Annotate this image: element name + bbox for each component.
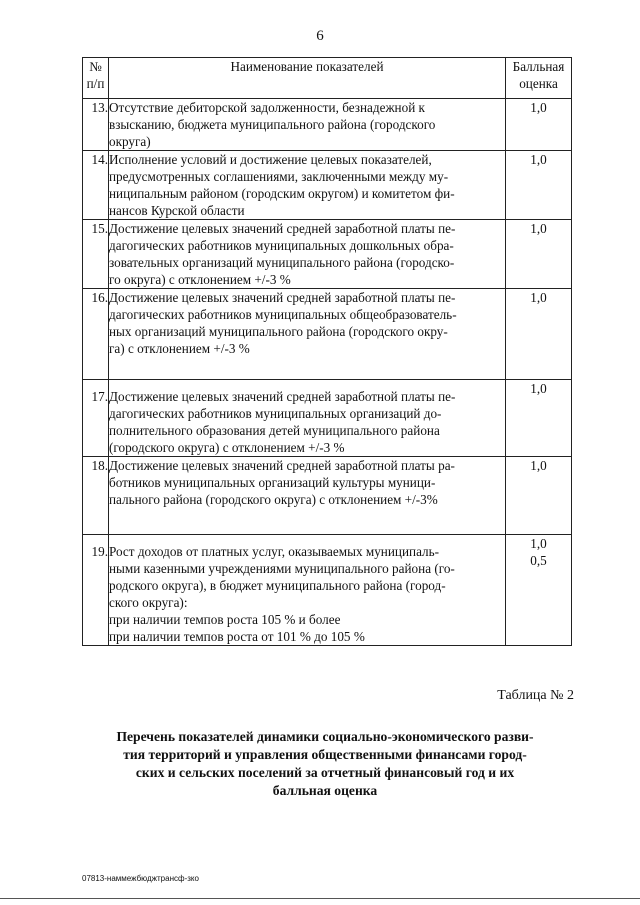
- row-text-line: ниципальным районом (городским округом) и комитетом фи-: [109, 186, 455, 201]
- row-name: [109, 99, 506, 151]
- table-row: [83, 220, 572, 289]
- row-text-line: дагогических работников муниципальных организаций до-: [109, 406, 442, 421]
- row-text-line: га) с отклонением +/-3 %: [109, 341, 250, 356]
- header-score-line2: оценка: [519, 76, 558, 91]
- bottom-rule: [0, 898, 640, 899]
- row-text-line: Достижение целевых значений средней заработной платы пе-: [109, 389, 456, 404]
- row-name: [109, 457, 506, 535]
- row-text-line: Исполнение условий и достижение целевых показателей,: [109, 152, 432, 167]
- row-text-line: взысканию, бюджета муниципального района (городского: [109, 117, 436, 132]
- row-text-line: нансов Курской области: [109, 203, 245, 218]
- row-text-line: при наличии темпов роста 105 % и более: [109, 612, 341, 627]
- header-number-line1: №: [89, 59, 102, 74]
- row-text-line: го округа) с отклонением +/-3 %: [109, 272, 291, 287]
- row-text-line: Достижение целевых значений средней заработной платы пе-: [109, 290, 456, 305]
- section-heading: [100, 728, 550, 800]
- row-text-line: округа): [109, 134, 151, 149]
- row-number: 16.: [83, 289, 109, 380]
- row-text-line: ных организаций муниципального района (городского окру-: [109, 324, 448, 339]
- row-text-line: дагогических работников муниципальных дошкольных обра-: [109, 238, 454, 253]
- table-row: [83, 99, 572, 151]
- row-text-line: ными казенными учреждениями муниципального района (го-: [109, 561, 455, 576]
- row-name: [109, 535, 506, 646]
- table-row: [83, 457, 572, 535]
- row-score: 1,0: [506, 220, 572, 289]
- row-number: 19.: [83, 535, 109, 646]
- row-text-line: Достижение целевых значений средней заработной платы пе-: [109, 221, 456, 236]
- header-score-line1: Балльная: [512, 59, 565, 74]
- row-number: 14.: [83, 151, 109, 220]
- row-score: 1,0: [506, 289, 572, 380]
- row-text-line: при наличии темпов роста от 101 % до 105 %: [109, 629, 365, 644]
- row-text-line: (городского округа) с отклонением +/-3 %: [109, 440, 345, 455]
- row-name: [109, 289, 506, 380]
- table-label: Таблица № 2: [497, 688, 574, 703]
- document-footer-code: 07813-наммежбюджтрансф-зко: [82, 874, 199, 883]
- table-row: [83, 151, 572, 220]
- heading-line: балльная оценка: [272, 783, 378, 798]
- row-number: 13.: [83, 99, 109, 151]
- header-number-line2: п/п: [86, 76, 105, 91]
- row-number: 17.: [83, 380, 109, 457]
- row-score: 1,0: [506, 151, 572, 220]
- table-row: [83, 535, 572, 646]
- row-score: [506, 535, 572, 646]
- heading-line: ских и сельских поселений за отчетный финансовый год и их: [135, 765, 515, 780]
- row-text-line: предусмотренных соглашениями, заключенными между му-: [109, 169, 449, 184]
- heading-line: Перечень показателей динамики социально-экономического разви-: [116, 729, 534, 744]
- row-text-line: ского округа):: [109, 595, 188, 610]
- row-text-line: ботников муниципальных организаций культуры муници-: [109, 475, 436, 490]
- row-text-line: Достижение целевых значений средней заработной платы ра-: [109, 458, 455, 473]
- row-text-line: Отсутствие дебиторской задолженности, безнадежной к: [109, 100, 425, 115]
- table-row: [83, 289, 572, 380]
- heading-line: тия территорий и управления общественными финансами город-: [123, 747, 527, 762]
- row-name: [109, 220, 506, 289]
- header-score: [506, 58, 572, 99]
- header-name: Наименование показателей: [109, 58, 506, 99]
- row-number: 18.: [83, 457, 109, 535]
- row-score: 1,0: [506, 99, 572, 151]
- page-number: 6: [316, 28, 324, 44]
- row-score-value: 1,0: [530, 536, 547, 551]
- row-text-line: полнительного образования детей муниципального района: [109, 423, 440, 438]
- table-header-row: [83, 58, 572, 99]
- row-text-line: зовательных организаций муниципального района (городско-: [109, 255, 455, 270]
- indicators-table: [82, 57, 572, 646]
- row-score: 1,0: [506, 380, 572, 457]
- row-text-line: Рост доходов от платных услуг, оказываемых муниципаль-: [109, 544, 440, 559]
- row-text-line: дагогических работников муниципальных общеобразователь-: [109, 307, 457, 322]
- header-number: [83, 58, 109, 99]
- row-text-line: родского округа), в бюджет муниципального района (город-: [109, 578, 446, 593]
- row-score-value: 0,5: [530, 553, 547, 568]
- row-name: [109, 380, 506, 457]
- row-text-line: пального района (городского округа) с отклонением +/-3%: [109, 492, 438, 507]
- row-score: 1,0: [506, 457, 572, 535]
- table-row: [83, 380, 572, 457]
- row-number: 15.: [83, 220, 109, 289]
- row-name: [109, 151, 506, 220]
